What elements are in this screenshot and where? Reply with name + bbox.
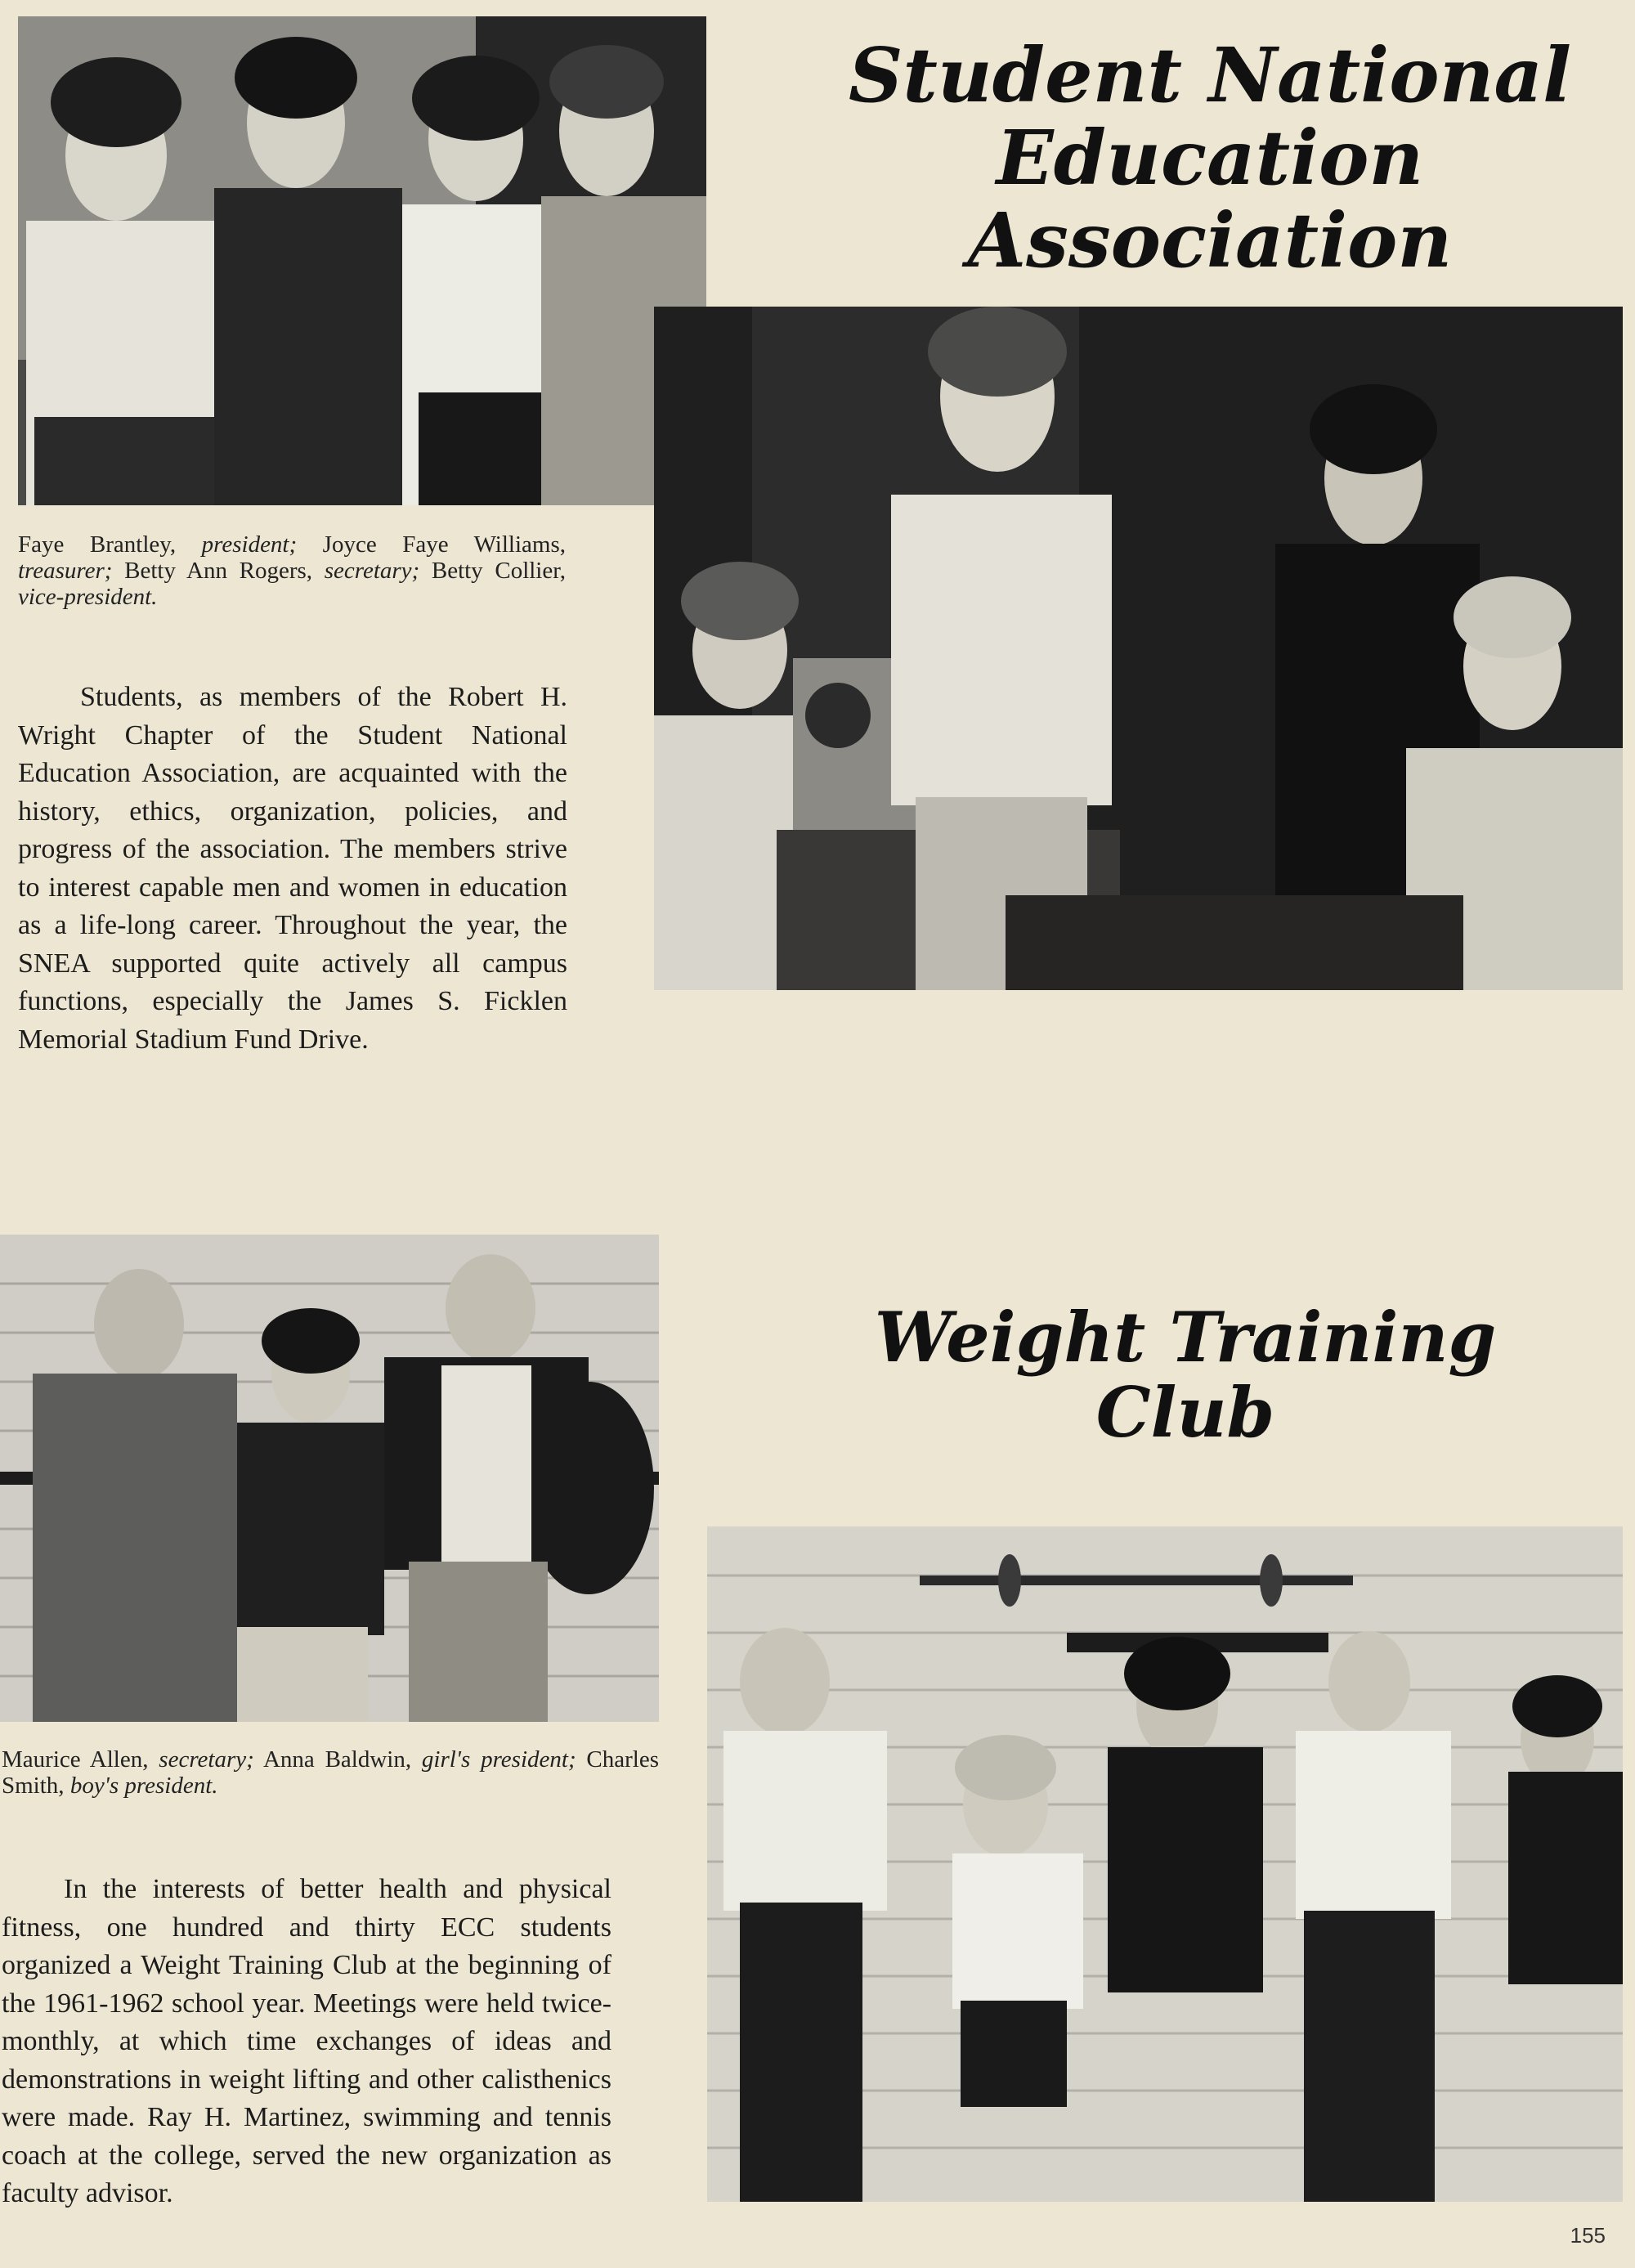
weight-body-text: In the interests of better health and physical fitness, one hundred and thirty ECC students organized a Weight Training Club at the beginning of the 1961-1962 school year. Meetings were held twice-monthly, at which time exchanges of ideas and demonstrations in weight lifting and other calisthenics were made. Ray H. Martinez, swimming and tennis coach at the college, served the new organization as faculty advisor. — [2, 1874, 611, 2208]
caption-name: Betty Ann Rogers, — [112, 558, 325, 584]
snea-title-line2: Education Association — [967, 114, 1453, 285]
weight-officers-photo — [0, 1235, 659, 1722]
page-number: 155 — [1570, 2223, 1606, 2248]
weight-group-photo — [707, 1526, 1623, 2202]
caption-role: vice-president. — [18, 584, 158, 610]
caption-role: treasurer; — [18, 558, 113, 584]
caption-name: Joyce Faye Williams, — [297, 531, 566, 558]
caption-role: secretary; — [159, 1746, 254, 1773]
snea-body-text: Students, as members of the Robert H. Wright Chapter of the Student National Education Association, are acquainted with the history, ethics, organization, policies, and progress of the association. The members strive to interest capable men and women in education as a life-long career. Throughout the year, the SNEA supported quite actively all campus functions, especially the James S. Ficklen Memorial Stadium Fund Drive. — [18, 682, 567, 1055]
snea-meeting-photo — [654, 307, 1623, 990]
caption-role: president; — [201, 531, 298, 558]
snea-title-line1: Student National — [848, 31, 1572, 119]
weight-officers-caption — [2, 1746, 659, 1799]
caption-name: Faye Brantley, — [18, 531, 202, 558]
caption-name: Charles Smith, — [2, 1746, 659, 1799]
weight-title: Weight Training Club — [874, 1297, 1497, 1454]
snea-title — [834, 31, 1586, 285]
caption-role: girl's president; — [421, 1746, 576, 1773]
snea-officers-photo — [18, 16, 706, 505]
caption-name: Maurice Allen, — [2, 1746, 159, 1773]
caption-role: secretary; — [324, 558, 420, 584]
caption-name: Anna Baldwin, — [253, 1746, 422, 1773]
caption-role: boy's president. — [69, 1773, 218, 1799]
snea-officers-caption — [18, 531, 566, 610]
caption-name: Betty Collier, — [419, 558, 566, 584]
